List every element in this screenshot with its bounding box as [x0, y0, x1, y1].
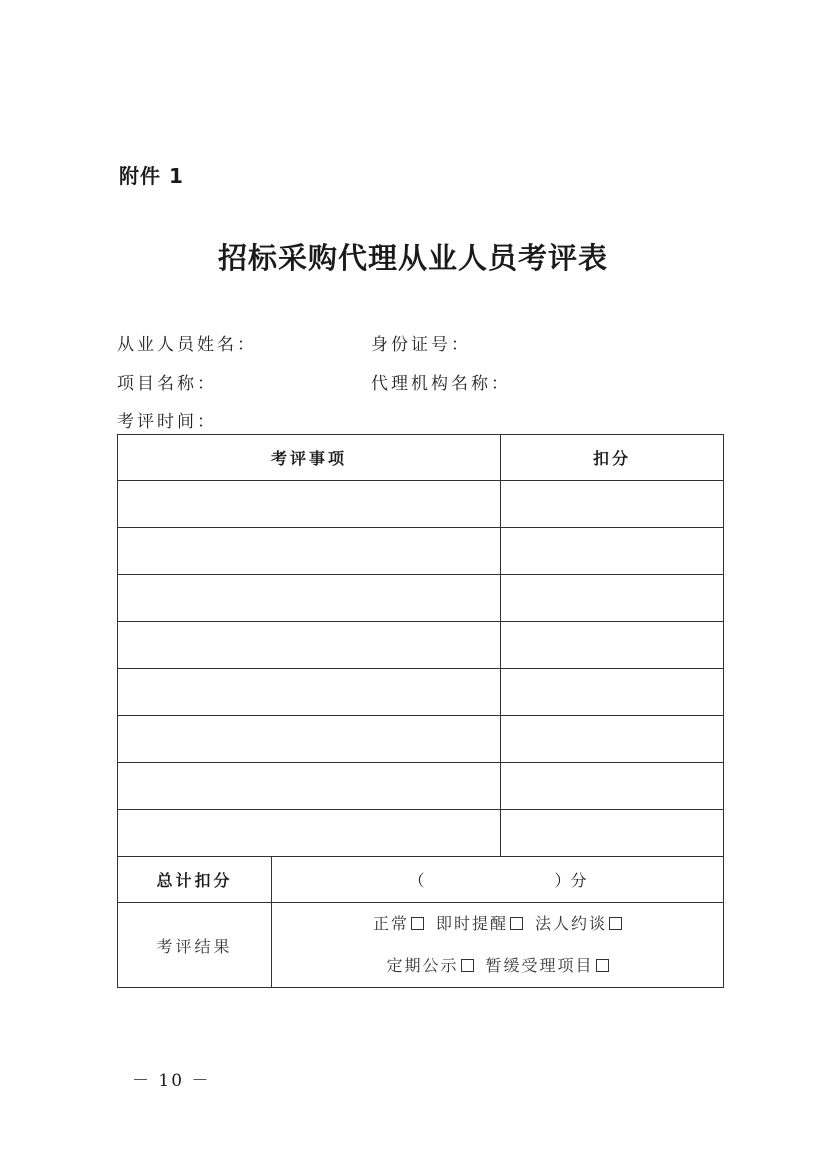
name-field-label: 从业人员姓名：	[117, 335, 257, 355]
col-item-header: 考评事项	[118, 435, 501, 481]
page-title: 招标采购代理从业人员考评表	[217, 241, 608, 275]
table-row	[118, 575, 724, 622]
id-field-label: 身份证号：	[371, 335, 471, 355]
result-row	[118, 903, 724, 988]
table-row	[118, 622, 724, 669]
result-option[interactable]	[436, 914, 523, 933]
result-options-line-2	[272, 945, 723, 987]
attachment-label: 附件 1	[119, 164, 184, 188]
result-options-line-1	[272, 903, 723, 945]
item-cell[interactable]	[118, 575, 501, 622]
evaluation-table	[117, 434, 724, 988]
deduct-cell[interactable]	[501, 575, 724, 622]
checkbox-icon[interactable]	[609, 917, 622, 930]
result-option-label: 正常	[372, 914, 409, 933]
result-option-label: 定期公示	[386, 956, 459, 975]
checkbox-icon[interactable]	[596, 959, 609, 972]
agency-field-label: 代理机构名称：	[371, 374, 511, 394]
deduct-cell[interactable]	[501, 810, 724, 857]
total-row	[118, 857, 724, 903]
total-label: 总计扣分	[118, 857, 272, 903]
deduct-cell[interactable]	[501, 716, 724, 763]
table-header-row	[118, 435, 724, 481]
result-option-label: 即时提醒	[436, 914, 509, 933]
checkbox-icon[interactable]	[461, 959, 474, 972]
result-label: 考评结果	[118, 903, 272, 988]
project-field-label: 项目名称：	[117, 374, 217, 394]
deduct-cell[interactable]	[501, 763, 724, 810]
table-row	[118, 481, 724, 528]
table-row	[118, 810, 724, 857]
total-open-paren: （	[408, 871, 425, 890]
item-cell[interactable]	[118, 669, 501, 716]
table-row	[118, 669, 724, 716]
item-cell[interactable]	[118, 763, 501, 810]
deduct-cell[interactable]	[501, 669, 724, 716]
result-option[interactable]	[535, 914, 622, 933]
deduct-cell[interactable]	[501, 622, 724, 669]
result-option[interactable]	[373, 914, 424, 933]
checkbox-icon[interactable]	[411, 917, 424, 930]
result-option-label: 法人约谈	[535, 914, 608, 933]
result-option[interactable]	[386, 956, 473, 975]
table-row	[118, 528, 724, 575]
time-field-label: 考评时间：	[117, 412, 217, 432]
table-row	[118, 763, 724, 810]
deduct-cell[interactable]	[501, 481, 724, 528]
deduct-cell[interactable]	[501, 528, 724, 575]
item-cell[interactable]	[118, 622, 501, 669]
page-number: － 10 －	[132, 1071, 211, 1091]
table-row	[118, 716, 724, 763]
item-cell[interactable]	[118, 716, 501, 763]
item-cell[interactable]	[118, 810, 501, 857]
item-cell[interactable]	[118, 528, 501, 575]
result-options	[272, 903, 724, 988]
total-close-paren: ）分	[554, 871, 587, 890]
item-cell[interactable]	[118, 481, 501, 528]
checkbox-icon[interactable]	[510, 917, 523, 930]
result-option-label: 暂缓受理项目	[485, 956, 594, 975]
total-value-cell[interactable]	[272, 857, 724, 903]
result-option[interactable]	[486, 956, 609, 975]
col-deduct-header: 扣分	[501, 435, 724, 481]
